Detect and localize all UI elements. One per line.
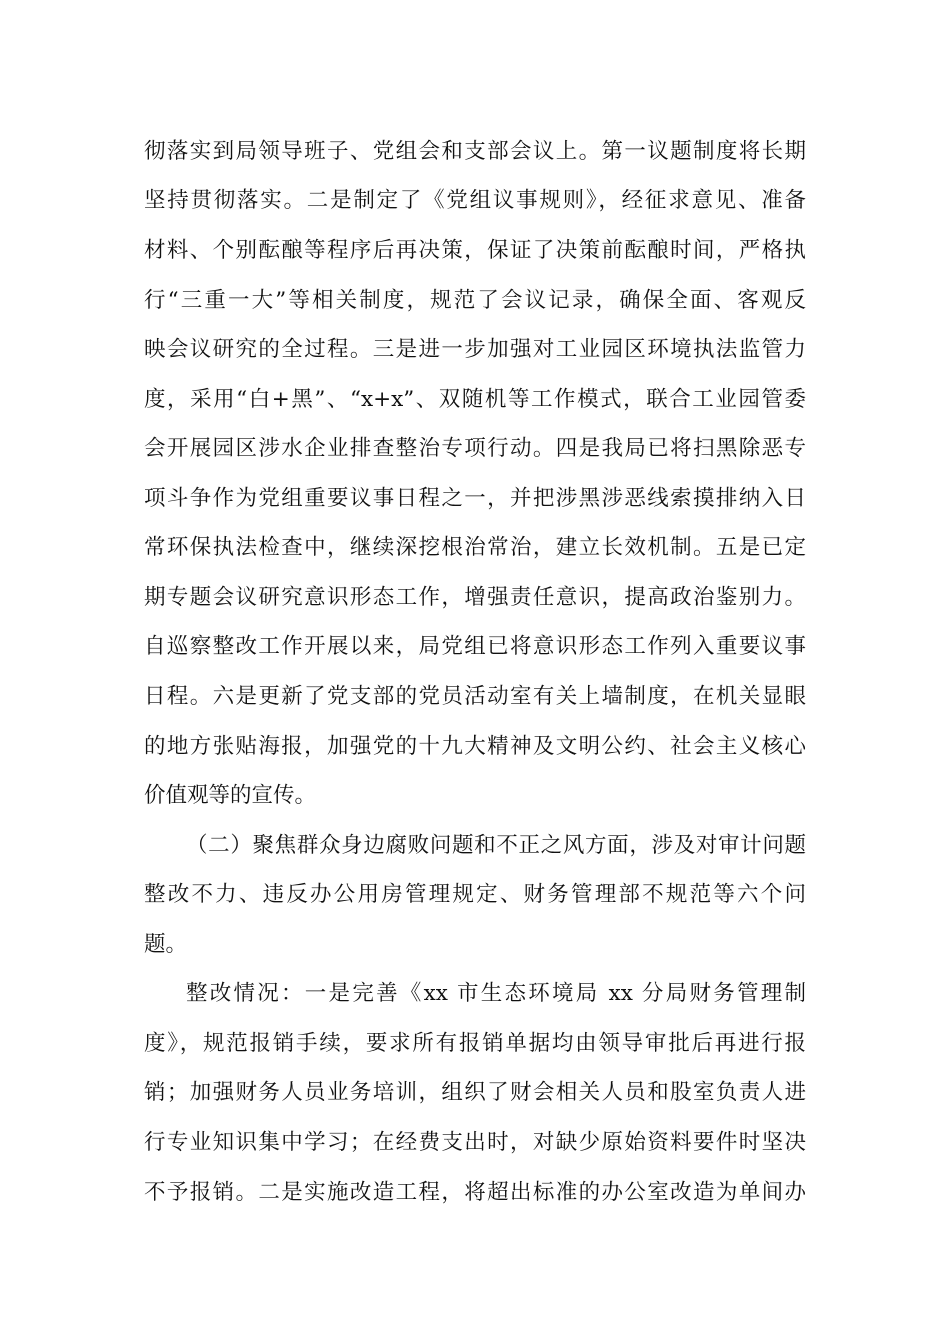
text-line: 行“三重一大”等相关制度，规范了会议记录，确保全面、客观反 — [144, 288, 806, 313]
text-line: 期专题会议研究意识形态工作，增强责任意识，提高政治鉴别力。 — [144, 585, 806, 610]
text-line: 常环保执法检查中，继续深挖根治常治，建立长效机制。五是已定 — [144, 535, 806, 560]
text-line: 销；加强财务人员业务培训，组织了财会相关人员和股室负责人进 — [144, 1080, 806, 1105]
text-line: 的地方张贴海报，加强党的十九大精神及文明公约、社会主义核心 — [144, 734, 806, 759]
text-line: 项斗争作为党组重要议事日程之一，并把涉黑涉恶线索摸排纳入日 — [144, 486, 806, 511]
text-line: 整改不力、违反办公用房管理规定、财务管理部不规范等六个问 — [144, 882, 806, 907]
text-line: 彻落实到局领导班子、党组会和支部会议上。第一议题制度将长期 — [144, 139, 806, 164]
text-line: 度，采用“白+黑”、“x+x”、双随机等工作模式，联合工业园管委 — [144, 387, 806, 412]
text-line: 会开展园区涉水企业排查整治专项行动。四是我局已将扫黑除恶专 — [144, 436, 806, 461]
text-line: 坚持贯彻落实。二是制定了《党组议事规则》，经征求意见、准备 — [144, 188, 806, 213]
text-line: 度》，规范报销手续，要求所有报销单据均由领导审批后再进行报 — [144, 1031, 806, 1056]
text-line: 行专业知识集中学习；在经费支出时，对缺少原始资料要件时坚决 — [144, 1130, 806, 1155]
paragraph-start: 整改情况：一是完善《xx 市生态环境局 xx 分局财务管理制 — [186, 981, 806, 1006]
text-line: 自巡察整改工作开展以来，局党组已将意识形态工作列入重要议事 — [144, 634, 806, 659]
section-heading: （二）聚焦群众身边腐败问题和不正之风方面，涉及对审计问题 — [186, 833, 806, 858]
text-line: 价值观等的宣传。 — [144, 783, 317, 808]
text-line: 题。 — [144, 932, 188, 957]
text-line: 日程。六是更新了党支部的党员活动室有关上墙制度，在机关显眼 — [144, 684, 806, 709]
text-line: 材料、个别酝酿等程序后再决策，保证了决策前酝酿时间，严格执 — [144, 238, 806, 263]
text-line: 映会议研究的全过程。三是进一步加强对工业园区环境执法监管力 — [144, 337, 806, 362]
text-line: 不予报销。二是实施改造工程，将超出标准的办公室改造为单间办 — [144, 1180, 806, 1205]
